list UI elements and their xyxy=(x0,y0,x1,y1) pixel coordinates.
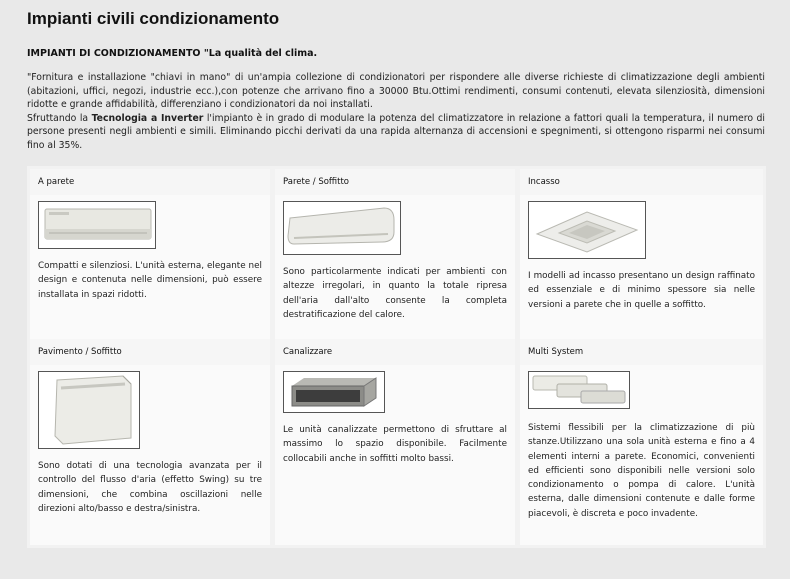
floor-ceiling-unit-image xyxy=(38,371,140,449)
product-title: Multi System xyxy=(520,339,763,365)
inverter-technology-highlight: Tecnologia a Inverter xyxy=(91,112,204,124)
intro-2-post: l'impianto è in grado di modulare la potenza del climatizzatore in relazione a fattori quali la temperatura, il numero di persone presenti negli ambienti e simili. Eliminando picchi derivati da una rapida alternanza di accensioni e spegnimenti, si ottengono risparmi nei consumi fino al 35%. xyxy=(27,112,765,151)
product-cell-ducted xyxy=(275,339,515,545)
multi-system-image xyxy=(528,371,630,409)
product-cell-multi-system xyxy=(520,339,763,545)
product-title: A parete xyxy=(30,169,270,195)
intro-text xyxy=(27,71,765,152)
product-cell-floor-ceiling xyxy=(30,339,270,545)
intro-paragraph-1: "Fornitura e installazione "chiavi in mano" di un'ampia collezione di condizionatori per rispondere alle diverse richieste di climatizzazione degli ambienti (abitazioni, uffici, negozi, industrie ecc.),con potenze che arrivano fino a 30000 Btu.Ottimi rendimenti, consumi contenuti, elevata silenziosità, dimensioni ridotte e grande affidabilità, differenziano i condizionatori da noi installati. xyxy=(27,72,765,110)
product-description: Compatti e silenziosi. L'unità esterna, elegante nel design e contenuta nelle dimensioni, può essere installata in spazi ridotti. xyxy=(38,261,262,300)
product-cell-wall-ceiling xyxy=(275,169,515,340)
product-title: Parete / Soffitto xyxy=(275,169,515,195)
page-subtitle: IMPIANTI DI CONDIZIONAMENTO "La qualità del clima. xyxy=(27,48,318,59)
wall-ceiling-unit-image xyxy=(283,201,401,255)
product-description: Sono particolarmente indicati per ambienti con altezze irregolari, in quanto la totale ripresa dell'aria dall'alto consente la completa destratificazione del calore. xyxy=(283,267,507,320)
wall-unit-image xyxy=(38,201,156,249)
ducted-unit-image xyxy=(283,371,385,413)
product-title: Canalizzare xyxy=(275,339,515,365)
product-description: Sistemi flessibili per la climatizzazione di più stanze.Utilizzano una sola unità esterna e fino a 4 elementi interni a parete. Economici, convenienti ed efficienti sono disponibili nelle versioni solo condizionamento o pompa di calore. L'unità esterna, dalle dimensioni contenute e dalle forme piacevoli, è discreta e poco invadente. xyxy=(528,423,755,519)
intro-2-pre: Sfruttando la xyxy=(27,112,92,124)
intro-paragraph-2 xyxy=(27,112,765,153)
page-title: Impianti civili condizionamento xyxy=(27,9,280,28)
product-description: I modelli ad incasso presentano un design raffinato ed essenziale e di minimo spessore sia nelle versioni a parete che in quelle a soffitto. xyxy=(528,271,755,310)
product-grid xyxy=(27,166,766,548)
cassette-unit-image xyxy=(528,201,646,259)
product-cell-wall xyxy=(30,169,270,340)
product-title: Pavimento / Soffitto xyxy=(30,339,270,365)
product-description: Sono dotati di una tecnologia avanzata per il controllo del flusso d'aria (effetto Swing) su tre dimensioni, che combina oscillazioni nelle direzioni alto/basso e destra/sinistra. xyxy=(38,461,262,514)
product-title: Incasso xyxy=(520,169,763,195)
product-description: Le unità canalizzate permettono di sfruttare al massimo lo spazio disponibile. Facilmente collocabili anche in soffitti molto bassi. xyxy=(283,425,507,464)
product-cell-cassette xyxy=(520,169,763,340)
